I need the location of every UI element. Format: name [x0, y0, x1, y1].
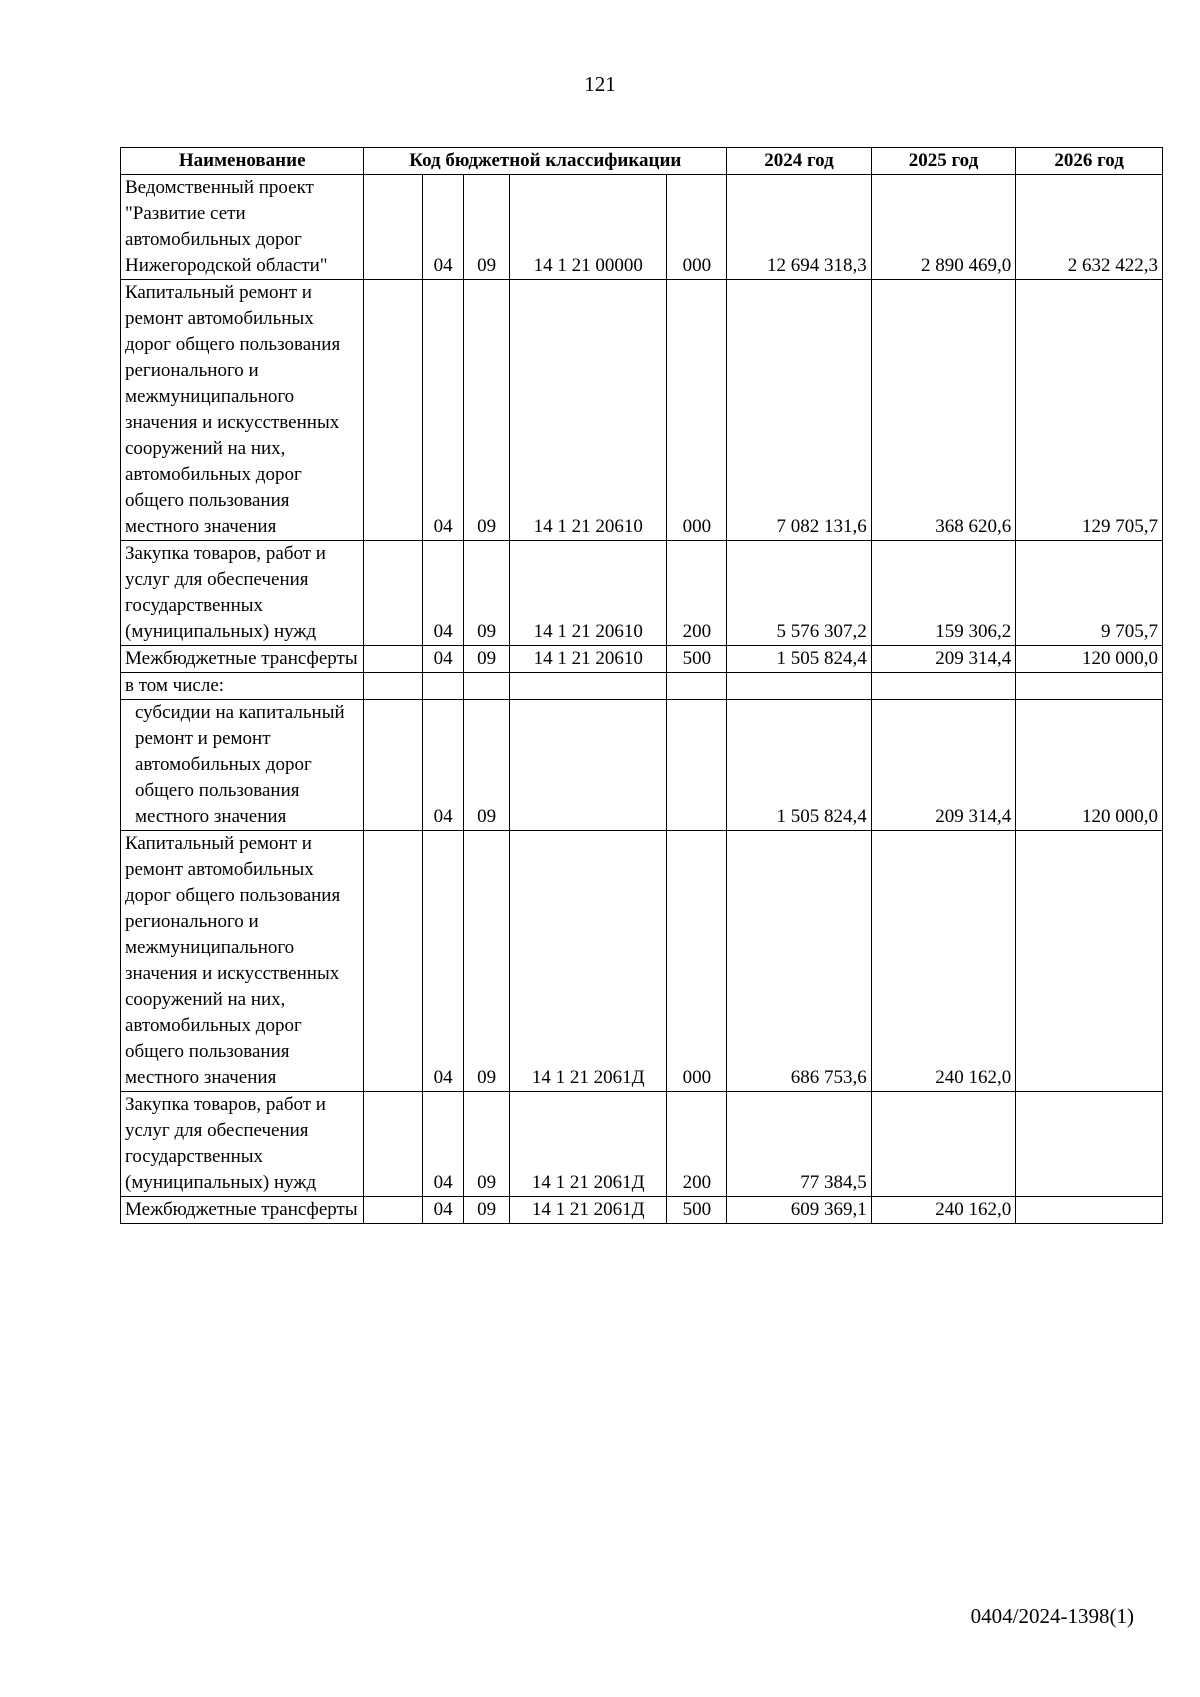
table-header-row — [121, 148, 1163, 175]
table-row — [121, 1197, 1163, 1224]
code-subsection: 09 — [464, 831, 510, 1092]
amount-2024: 77 384,5 — [727, 1092, 872, 1197]
table-row — [121, 541, 1163, 646]
amount-2026 — [1016, 831, 1163, 1092]
code-cell-1 — [364, 1092, 423, 1197]
header-2025: 2025 год — [871, 148, 1016, 175]
amount-2025: 240 162,0 — [871, 831, 1016, 1092]
name-cell: Закупка товаров, работ и услуг для обеспечения государственных (муниципальных) нужд — [121, 541, 364, 646]
amount-2025: 159 306,2 — [871, 541, 1016, 646]
name-cell: Капитальный ремонт и ремонт автомобильных дорог общего пользования регионального и межмуниципального значения и искусственных сооружений на них, автомобильных дорог общего пользования местного значения — [121, 280, 364, 541]
amount-2025: 2 890 469,0 — [871, 175, 1016, 280]
code-expense-type: 000 — [667, 831, 727, 1092]
amount-2026: 2 632 422,3 — [1016, 175, 1163, 280]
code-section — [423, 673, 464, 700]
table-row — [121, 646, 1163, 673]
code-expense-type: 500 — [667, 646, 727, 673]
code-section: 04 — [423, 646, 464, 673]
amount-2024: 1 505 824,4 — [727, 700, 872, 831]
document-number: 0404/2024-1398(1) — [970, 1604, 1134, 1628]
name-cell: Закупка товаров, работ и услуг для обеспечения государственных (муниципальных) нужд — [121, 1092, 364, 1197]
name-cell: Межбюджетные трансферты — [121, 1197, 364, 1224]
code-cell-1 — [364, 175, 423, 280]
code-expense-type: 000 — [667, 175, 727, 280]
code-target-article: 14 1 21 2061Д — [509, 1197, 667, 1224]
name-cell: Капитальный ремонт и ремонт автомобильных дорог общего пользования регионального и межмуниципального значения и искусственных сооружений на них, автомобильных дорог общего пользования местного значения — [121, 831, 364, 1092]
amount-2026: 9 705,7 — [1016, 541, 1163, 646]
code-cell-1 — [364, 831, 423, 1092]
amount-2026: 120 000,0 — [1016, 700, 1163, 831]
code-section: 04 — [423, 1092, 464, 1197]
table-row — [121, 175, 1163, 280]
code-cell-1 — [364, 280, 423, 541]
code-subsection: 09 — [464, 1197, 510, 1224]
code-subsection — [464, 673, 510, 700]
amount-2025: 368 620,6 — [871, 280, 1016, 541]
amount-2025 — [871, 673, 1016, 700]
code-expense-type: 000 — [667, 280, 727, 541]
code-expense-type — [667, 673, 727, 700]
header-code: Код бюджетной классификации — [364, 148, 727, 175]
code-subsection: 09 — [464, 541, 510, 646]
amount-2024: 7 082 131,6 — [727, 280, 872, 541]
table-row — [121, 673, 1163, 700]
amount-2024: 609 369,1 — [727, 1197, 872, 1224]
amount-2026 — [1016, 1197, 1163, 1224]
amount-2024 — [727, 673, 872, 700]
code-cell-1 — [364, 541, 423, 646]
code-expense-type — [667, 700, 727, 831]
amount-2025: 240 162,0 — [871, 1197, 1016, 1224]
header-name: Наименование — [121, 148, 364, 175]
amount-2025: 209 314,4 — [871, 646, 1016, 673]
page-number: 121 — [584, 72, 616, 96]
name-cell: Ведомственный проект "Развитие сети автомобильных дорог Нижегородской области" — [121, 175, 364, 280]
amount-2025: 209 314,4 — [871, 700, 1016, 831]
code-section: 04 — [423, 541, 464, 646]
name-cell: субсидии на капитальный ремонт и ремонт автомобильных дорог общего пользования местного значения — [121, 700, 364, 831]
code-target-article — [509, 700, 667, 831]
name-cell: Межбюджетные трансферты — [121, 646, 364, 673]
code-target-article: 14 1 21 20610 — [509, 541, 667, 646]
table-row — [121, 831, 1163, 1092]
header-2024: 2024 год — [727, 148, 872, 175]
amount-2024: 5 576 307,2 — [727, 541, 872, 646]
table-body — [121, 175, 1163, 1224]
amount-2024: 686 753,6 — [727, 831, 872, 1092]
table-row — [121, 700, 1163, 831]
code-subsection: 09 — [464, 280, 510, 541]
code-cell-1 — [364, 1197, 423, 1224]
code-expense-type: 200 — [667, 1092, 727, 1197]
amount-2026: 129 705,7 — [1016, 280, 1163, 541]
code-cell-1 — [364, 673, 423, 700]
amount-2024: 12 694 318,3 — [727, 175, 872, 280]
code-section: 04 — [423, 280, 464, 541]
code-expense-type: 200 — [667, 541, 727, 646]
code-section: 04 — [423, 175, 464, 280]
code-target-article: 14 1 21 2061Д — [509, 831, 667, 1092]
amount-2025 — [871, 1092, 1016, 1197]
code-expense-type: 500 — [667, 1197, 727, 1224]
code-subsection: 09 — [464, 175, 510, 280]
header-2026: 2026 год — [1016, 148, 1163, 175]
code-section: 04 — [423, 831, 464, 1092]
code-cell-1 — [364, 700, 423, 831]
table-row — [121, 280, 1163, 541]
code-subsection: 09 — [464, 646, 510, 673]
amount-2026: 120 000,0 — [1016, 646, 1163, 673]
code-target-article — [509, 673, 667, 700]
code-section: 04 — [423, 700, 464, 831]
code-subsection: 09 — [464, 700, 510, 831]
amount-2024: 1 505 824,4 — [727, 646, 872, 673]
table-row — [121, 1092, 1163, 1197]
code-target-article: 14 1 21 00000 — [509, 175, 667, 280]
amount-2026 — [1016, 1092, 1163, 1197]
code-section: 04 — [423, 1197, 464, 1224]
code-subsection: 09 — [464, 1092, 510, 1197]
code-target-article: 14 1 21 20610 — [509, 646, 667, 673]
amount-2026 — [1016, 673, 1163, 700]
code-target-article: 14 1 21 2061Д — [509, 1092, 667, 1197]
code-cell-1 — [364, 646, 423, 673]
budget-table — [120, 147, 1163, 1224]
code-target-article: 14 1 21 20610 — [509, 280, 667, 541]
name-cell: в том числе: — [121, 673, 364, 700]
